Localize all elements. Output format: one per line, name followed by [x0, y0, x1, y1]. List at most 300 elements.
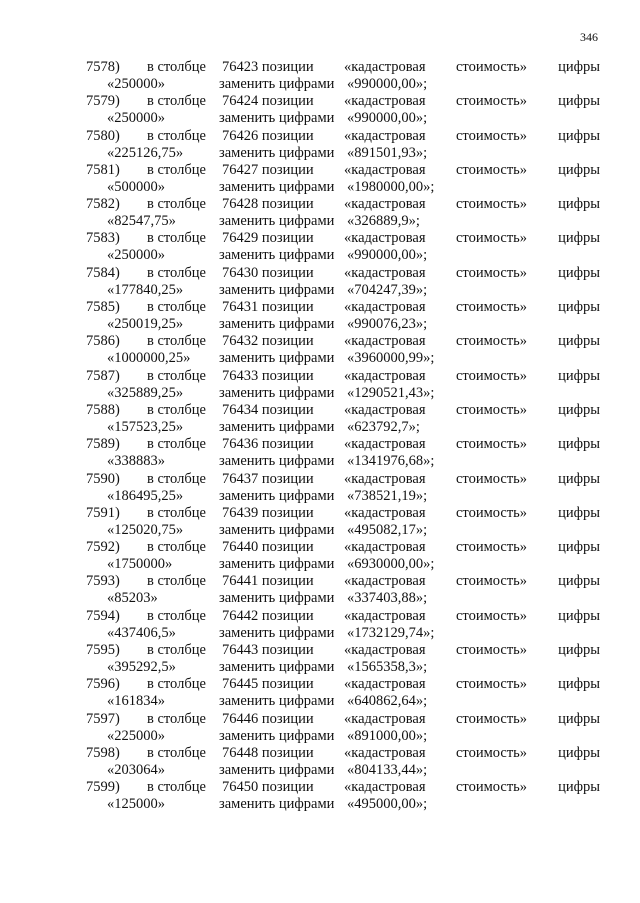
position-phrase — [222, 779, 314, 796]
new-value: «1732129,74»; — [347, 624, 435, 641]
list-item — [0, 471, 640, 505]
position-word: позиции — [261, 367, 314, 384]
new-value: «337403,88»; — [347, 590, 428, 607]
position-phrase — [222, 162, 314, 179]
entry-number: 7583) — [86, 230, 120, 247]
entry-first-line — [86, 196, 600, 213]
old-value: «250000» — [107, 76, 165, 92]
entry-second-line — [107, 796, 507, 813]
position-word: позиции — [261, 161, 314, 178]
replace-phrase: заменить цифрами — [219, 727, 335, 744]
digits-word: цифры — [558, 710, 600, 727]
position-number: 76437 — [222, 470, 259, 487]
position-word: позиции — [261, 710, 314, 727]
list-item — [0, 436, 640, 470]
page-number: 346 — [580, 30, 598, 44]
position-phrase — [222, 368, 314, 385]
new-value: «990000,00»; — [347, 247, 428, 264]
value-word: стоимость» — [456, 299, 528, 316]
old-value: «161834» — [107, 693, 165, 710]
cadastral-word: «кадастровая — [344, 367, 426, 384]
value-word: стоимость» — [456, 573, 528, 590]
list-item — [0, 128, 640, 162]
list-item — [0, 230, 640, 264]
value-word: стоимость» — [456, 264, 528, 281]
digits-word: цифры — [558, 744, 600, 761]
column-phrase: в столбце — [147, 264, 206, 281]
list-item — [0, 333, 640, 367]
old-value: «225000» — [107, 727, 165, 744]
entry-second-line — [107, 282, 507, 299]
entry-second-line — [107, 522, 507, 539]
entry-first-line — [86, 230, 600, 247]
list-item — [0, 59, 640, 93]
entry-first-line — [86, 779, 600, 796]
new-value: «1290521,43»; — [347, 384, 435, 401]
new-value: «3960000,99»; — [347, 350, 435, 367]
replace-phrase: заменить цифрами — [219, 418, 335, 435]
replace-phrase: заменить цифрами — [219, 761, 335, 778]
entry-first-line — [86, 573, 600, 590]
replace-phrase: заменить цифрами — [219, 590, 335, 607]
value-word: стоимость» — [456, 504, 528, 521]
position-phrase — [222, 299, 314, 316]
cadastral-word: «кадастровая — [344, 642, 426, 659]
cadastral-word: «кадастровая — [344, 264, 426, 281]
position-phrase — [222, 93, 314, 110]
replace-phrase: заменить цифрами — [219, 281, 335, 298]
entry-first-line — [86, 162, 600, 179]
entry-number: 7578) — [86, 59, 120, 75]
position-word: позиции — [261, 573, 314, 590]
position-phrase — [222, 608, 314, 625]
old-value: «177840,25» — [107, 281, 184, 298]
entry-first-line — [86, 128, 600, 145]
entry-second-line — [107, 419, 507, 436]
value-word: стоимость» — [456, 744, 528, 761]
value-word: стоимость» — [456, 642, 528, 659]
cadastral-word: «кадастровая — [344, 230, 426, 247]
entry-first-line — [86, 505, 600, 522]
column-phrase: в столбце — [147, 573, 206, 590]
replace-phrase: заменить цифрами — [219, 624, 335, 641]
old-value: «85203» — [107, 590, 158, 607]
position-phrase — [222, 745, 314, 762]
digits-word: цифры — [558, 401, 600, 418]
entry-number: 7595) — [86, 642, 120, 659]
old-value: «250019,25» — [107, 316, 184, 333]
digits-word: цифры — [558, 127, 600, 144]
old-value: «500000» — [107, 178, 165, 195]
entry-number: 7589) — [86, 436, 120, 453]
cadastral-word: «кадастровая — [344, 710, 426, 727]
digits-word: цифры — [558, 676, 600, 693]
position-word: позиции — [261, 539, 314, 556]
entry-first-line — [86, 539, 600, 556]
cadastral-word: «кадастровая — [344, 161, 426, 178]
position-word: позиции — [261, 676, 314, 693]
position-phrase — [222, 573, 314, 590]
new-value: «891000,00»; — [347, 727, 428, 744]
digits-word: цифры — [558, 504, 600, 521]
entry-second-line — [107, 659, 507, 676]
cadastral-word: «кадастровая — [344, 59, 426, 75]
new-value: «1341976,68»; — [347, 453, 435, 470]
column-phrase: в столбце — [147, 93, 206, 110]
entry-second-line — [107, 728, 507, 745]
position-word: позиции — [261, 436, 314, 453]
digits-word: цифры — [558, 470, 600, 487]
position-word: позиции — [261, 470, 314, 487]
value-word: стоимость» — [456, 710, 528, 727]
cadastral-word: «кадастровая — [344, 539, 426, 556]
old-value: «203064» — [107, 761, 165, 778]
column-phrase: в столбце — [147, 367, 206, 384]
position-phrase — [222, 471, 314, 488]
entry-number: 7580) — [86, 127, 120, 144]
entry-second-line — [107, 145, 507, 162]
position-number: 76426 — [222, 127, 259, 144]
value-word: стоимость» — [456, 127, 528, 144]
value-word: стоимость» — [456, 367, 528, 384]
amendment-list — [0, 59, 640, 814]
entry-first-line — [86, 299, 600, 316]
digits-word: цифры — [558, 196, 600, 213]
list-item — [0, 676, 640, 710]
digits-word: цифры — [558, 573, 600, 590]
entry-second-line — [107, 590, 507, 607]
list-item — [0, 196, 640, 230]
position-phrase — [222, 676, 314, 693]
entry-second-line — [107, 110, 507, 127]
position-word: позиции — [261, 504, 314, 521]
replace-phrase: заменить цифрами — [219, 316, 335, 333]
value-word: стоимость» — [456, 676, 528, 693]
entry-number: 7597) — [86, 710, 120, 727]
column-phrase: в столбце — [147, 539, 206, 556]
entry-number: 7594) — [86, 607, 120, 624]
entry-second-line — [107, 625, 507, 642]
value-word: стоимость» — [456, 436, 528, 453]
cadastral-word: «кадастровая — [344, 436, 426, 453]
digits-word: цифры — [558, 642, 600, 659]
list-item — [0, 539, 640, 573]
position-phrase — [222, 196, 314, 213]
position-number: 76429 — [222, 230, 259, 247]
entry-number: 7590) — [86, 470, 120, 487]
replace-phrase: заменить цифрами — [219, 521, 335, 538]
position-number: 76428 — [222, 196, 259, 213]
replace-phrase: заменить цифрами — [219, 556, 335, 573]
position-word: позиции — [261, 744, 314, 761]
old-value: «157523,25» — [107, 418, 184, 435]
replace-phrase: заменить цифрами — [219, 213, 335, 230]
entry-number: 7593) — [86, 573, 120, 590]
position-number: 76448 — [222, 744, 259, 761]
position-word: позиции — [261, 642, 314, 659]
column-phrase: в столбце — [147, 333, 206, 350]
column-phrase: в столбце — [147, 710, 206, 727]
cadastral-word: «кадастровая — [344, 470, 426, 487]
entry-number: 7588) — [86, 401, 120, 418]
list-item — [0, 299, 640, 333]
old-value: «1750000» — [107, 556, 173, 573]
position-number: 76436 — [222, 436, 259, 453]
value-word: стоимость» — [456, 59, 528, 75]
entry-first-line — [86, 711, 600, 728]
entry-first-line — [86, 59, 600, 76]
value-word: стоимость» — [456, 779, 528, 796]
new-value: «6930000,00»; — [347, 556, 435, 573]
column-phrase: в столбце — [147, 436, 206, 453]
entry-second-line — [107, 213, 507, 230]
column-phrase: в столбце — [147, 299, 206, 316]
position-phrase — [222, 436, 314, 453]
list-item — [0, 745, 640, 779]
old-value: «338883» — [107, 453, 165, 470]
position-word: позиции — [261, 607, 314, 624]
cadastral-word: «кадастровая — [344, 93, 426, 110]
entry-first-line — [86, 368, 600, 385]
column-phrase: в столбце — [147, 230, 206, 247]
replace-phrase: заменить цифрами — [219, 350, 335, 367]
new-value: «990000,00»; — [347, 76, 428, 92]
entry-number: 7599) — [86, 779, 120, 796]
position-phrase — [222, 505, 314, 522]
entry-first-line — [86, 471, 600, 488]
cadastral-word: «кадастровая — [344, 333, 426, 350]
replace-phrase: заменить цифрами — [219, 659, 335, 676]
cadastral-word: «кадастровая — [344, 196, 426, 213]
value-word: стоимость» — [456, 470, 528, 487]
old-value: «125000» — [107, 796, 165, 813]
new-value: «990076,23»; — [347, 316, 428, 333]
entry-number: 7596) — [86, 676, 120, 693]
old-value: «395292,5» — [107, 659, 176, 676]
old-value: «186495,25» — [107, 487, 184, 504]
old-value: «250000» — [107, 247, 165, 264]
cadastral-word: «кадастровая — [344, 573, 426, 590]
old-value: «325889,25» — [107, 384, 184, 401]
position-number: 76430 — [222, 264, 259, 281]
entry-first-line — [86, 676, 600, 693]
new-value: «1565358,3»; — [347, 659, 428, 676]
column-phrase: в столбце — [147, 470, 206, 487]
position-number: 76432 — [222, 333, 259, 350]
column-phrase: в столбце — [147, 127, 206, 144]
digits-word: цифры — [558, 93, 600, 110]
new-value: «738521,19»; — [347, 487, 428, 504]
list-item — [0, 402, 640, 436]
position-phrase — [222, 539, 314, 556]
replace-phrase: заменить цифрами — [219, 384, 335, 401]
list-item — [0, 265, 640, 299]
replace-phrase: заменить цифрами — [219, 247, 335, 264]
entry-number: 7591) — [86, 504, 120, 521]
position-phrase — [222, 128, 314, 145]
entry-number: 7579) — [86, 93, 120, 110]
column-phrase: в столбце — [147, 676, 206, 693]
entry-number: 7581) — [86, 161, 120, 178]
column-phrase: в столбце — [147, 504, 206, 521]
column-phrase: в столбце — [147, 642, 206, 659]
position-number: 76427 — [222, 161, 259, 178]
digits-word: цифры — [558, 779, 600, 796]
position-number: 76450 — [222, 779, 259, 796]
value-word: стоимость» — [456, 333, 528, 350]
entry-first-line — [86, 745, 600, 762]
position-number: 76424 — [222, 93, 259, 110]
digits-word: цифры — [558, 230, 600, 247]
cadastral-word: «кадастровая — [344, 676, 426, 693]
position-number: 76441 — [222, 573, 259, 590]
value-word: стоимость» — [456, 539, 528, 556]
old-value: «250000» — [107, 110, 165, 127]
entry-second-line — [107, 385, 507, 402]
replace-phrase: заменить цифрами — [219, 796, 335, 813]
list-item — [0, 93, 640, 127]
replace-phrase: заменить цифрами — [219, 110, 335, 127]
entry-number: 7586) — [86, 333, 120, 350]
digits-word: цифры — [558, 333, 600, 350]
column-phrase: в столбце — [147, 161, 206, 178]
entry-second-line — [107, 762, 507, 779]
position-word: позиции — [261, 264, 314, 281]
new-value: «891501,93»; — [347, 144, 428, 161]
position-number: 76442 — [222, 607, 259, 624]
position-phrase — [222, 265, 314, 282]
old-value: «125020,75» — [107, 521, 184, 538]
position-phrase — [222, 230, 314, 247]
column-phrase: в столбце — [147, 607, 206, 624]
list-item — [0, 505, 640, 539]
column-phrase: в столбце — [147, 744, 206, 761]
entry-second-line — [107, 556, 507, 573]
position-number: 76431 — [222, 299, 259, 316]
list-item — [0, 608, 640, 642]
new-value: «326889,9»; — [347, 213, 420, 230]
replace-phrase: заменить цифрами — [219, 453, 335, 470]
value-word: стоимость» — [456, 401, 528, 418]
list-item — [0, 573, 640, 607]
new-value: «990000,00»; — [347, 110, 428, 127]
entry-second-line — [107, 693, 507, 710]
list-item — [0, 711, 640, 745]
position-number: 76433 — [222, 367, 259, 384]
position-word: позиции — [261, 401, 314, 418]
entry-number: 7585) — [86, 299, 120, 316]
digits-word: цифры — [558, 264, 600, 281]
new-value: «623792,7»; — [347, 418, 420, 435]
cadastral-word: «кадастровая — [344, 401, 426, 418]
position-word: позиции — [261, 93, 314, 110]
position-phrase — [222, 642, 314, 659]
digits-word: цифры — [558, 607, 600, 624]
new-value: «704247,39»; — [347, 281, 428, 298]
position-word: позиции — [261, 196, 314, 213]
digits-word: цифры — [558, 299, 600, 316]
old-value: «437406,5» — [107, 624, 176, 641]
list-item — [0, 642, 640, 676]
entry-second-line — [107, 316, 507, 333]
entry-first-line — [86, 402, 600, 419]
cadastral-word: «кадастровая — [344, 299, 426, 316]
value-word: стоимость» — [456, 161, 528, 178]
position-phrase — [222, 402, 314, 419]
position-number: 76434 — [222, 401, 259, 418]
digits-word: цифры — [558, 367, 600, 384]
list-item — [0, 779, 640, 813]
entry-number: 7584) — [86, 264, 120, 281]
position-phrase — [222, 711, 314, 728]
position-word: позиции — [261, 127, 314, 144]
position-phrase — [222, 59, 314, 76]
position-phrase — [222, 333, 314, 350]
entry-second-line — [107, 488, 507, 505]
digits-word: цифры — [558, 161, 600, 178]
position-number: 76439 — [222, 504, 259, 521]
replace-phrase: заменить цифрами — [219, 76, 335, 92]
new-value: «495000,00»; — [347, 796, 428, 813]
list-item — [0, 162, 640, 196]
column-phrase: в столбце — [147, 779, 206, 796]
new-value: «640862,64»; — [347, 693, 428, 710]
column-phrase: в столбце — [147, 59, 206, 75]
replace-phrase: заменить цифрами — [219, 693, 335, 710]
entry-second-line — [107, 247, 507, 264]
new-value: «804133,44»; — [347, 761, 428, 778]
value-word: стоимость» — [456, 230, 528, 247]
position-number: 76443 — [222, 642, 259, 659]
entry-number: 7582) — [86, 196, 120, 213]
old-value: «225126,75» — [107, 144, 184, 161]
entry-number: 7587) — [86, 367, 120, 384]
digits-word: цифры — [558, 59, 600, 75]
cadastral-word: «кадастровая — [344, 744, 426, 761]
position-number: 76445 — [222, 676, 259, 693]
position-word: позиции — [261, 333, 314, 350]
replace-phrase: заменить цифрами — [219, 487, 335, 504]
position-number: 76446 — [222, 710, 259, 727]
cadastral-word: «кадастровая — [344, 504, 426, 521]
entry-first-line — [86, 642, 600, 659]
entry-second-line — [107, 453, 507, 470]
new-value: «1980000,00»; — [347, 178, 435, 195]
entry-second-line — [107, 350, 507, 367]
entry-first-line — [86, 265, 600, 282]
position-number: 76423 — [222, 59, 259, 75]
replace-phrase: заменить цифрами — [219, 144, 335, 161]
position-word: позиции — [261, 230, 314, 247]
column-phrase: в столбце — [147, 401, 206, 418]
replace-phrase: заменить цифрами — [219, 178, 335, 195]
value-word: стоимость» — [456, 607, 528, 624]
position-number: 76440 — [222, 539, 259, 556]
position-word: позиции — [261, 299, 314, 316]
entry-first-line — [86, 333, 600, 350]
entry-second-line — [107, 179, 507, 196]
new-value: «495082,17»; — [347, 521, 428, 538]
old-value: «82547,75» — [107, 213, 176, 230]
digits-word: цифры — [558, 436, 600, 453]
cadastral-word: «кадастровая — [344, 607, 426, 624]
value-word: стоимость» — [456, 196, 528, 213]
entry-first-line — [86, 93, 600, 110]
entry-first-line — [86, 436, 600, 453]
value-word: стоимость» — [456, 93, 528, 110]
column-phrase: в столбце — [147, 196, 206, 213]
entry-second-line — [107, 76, 507, 93]
